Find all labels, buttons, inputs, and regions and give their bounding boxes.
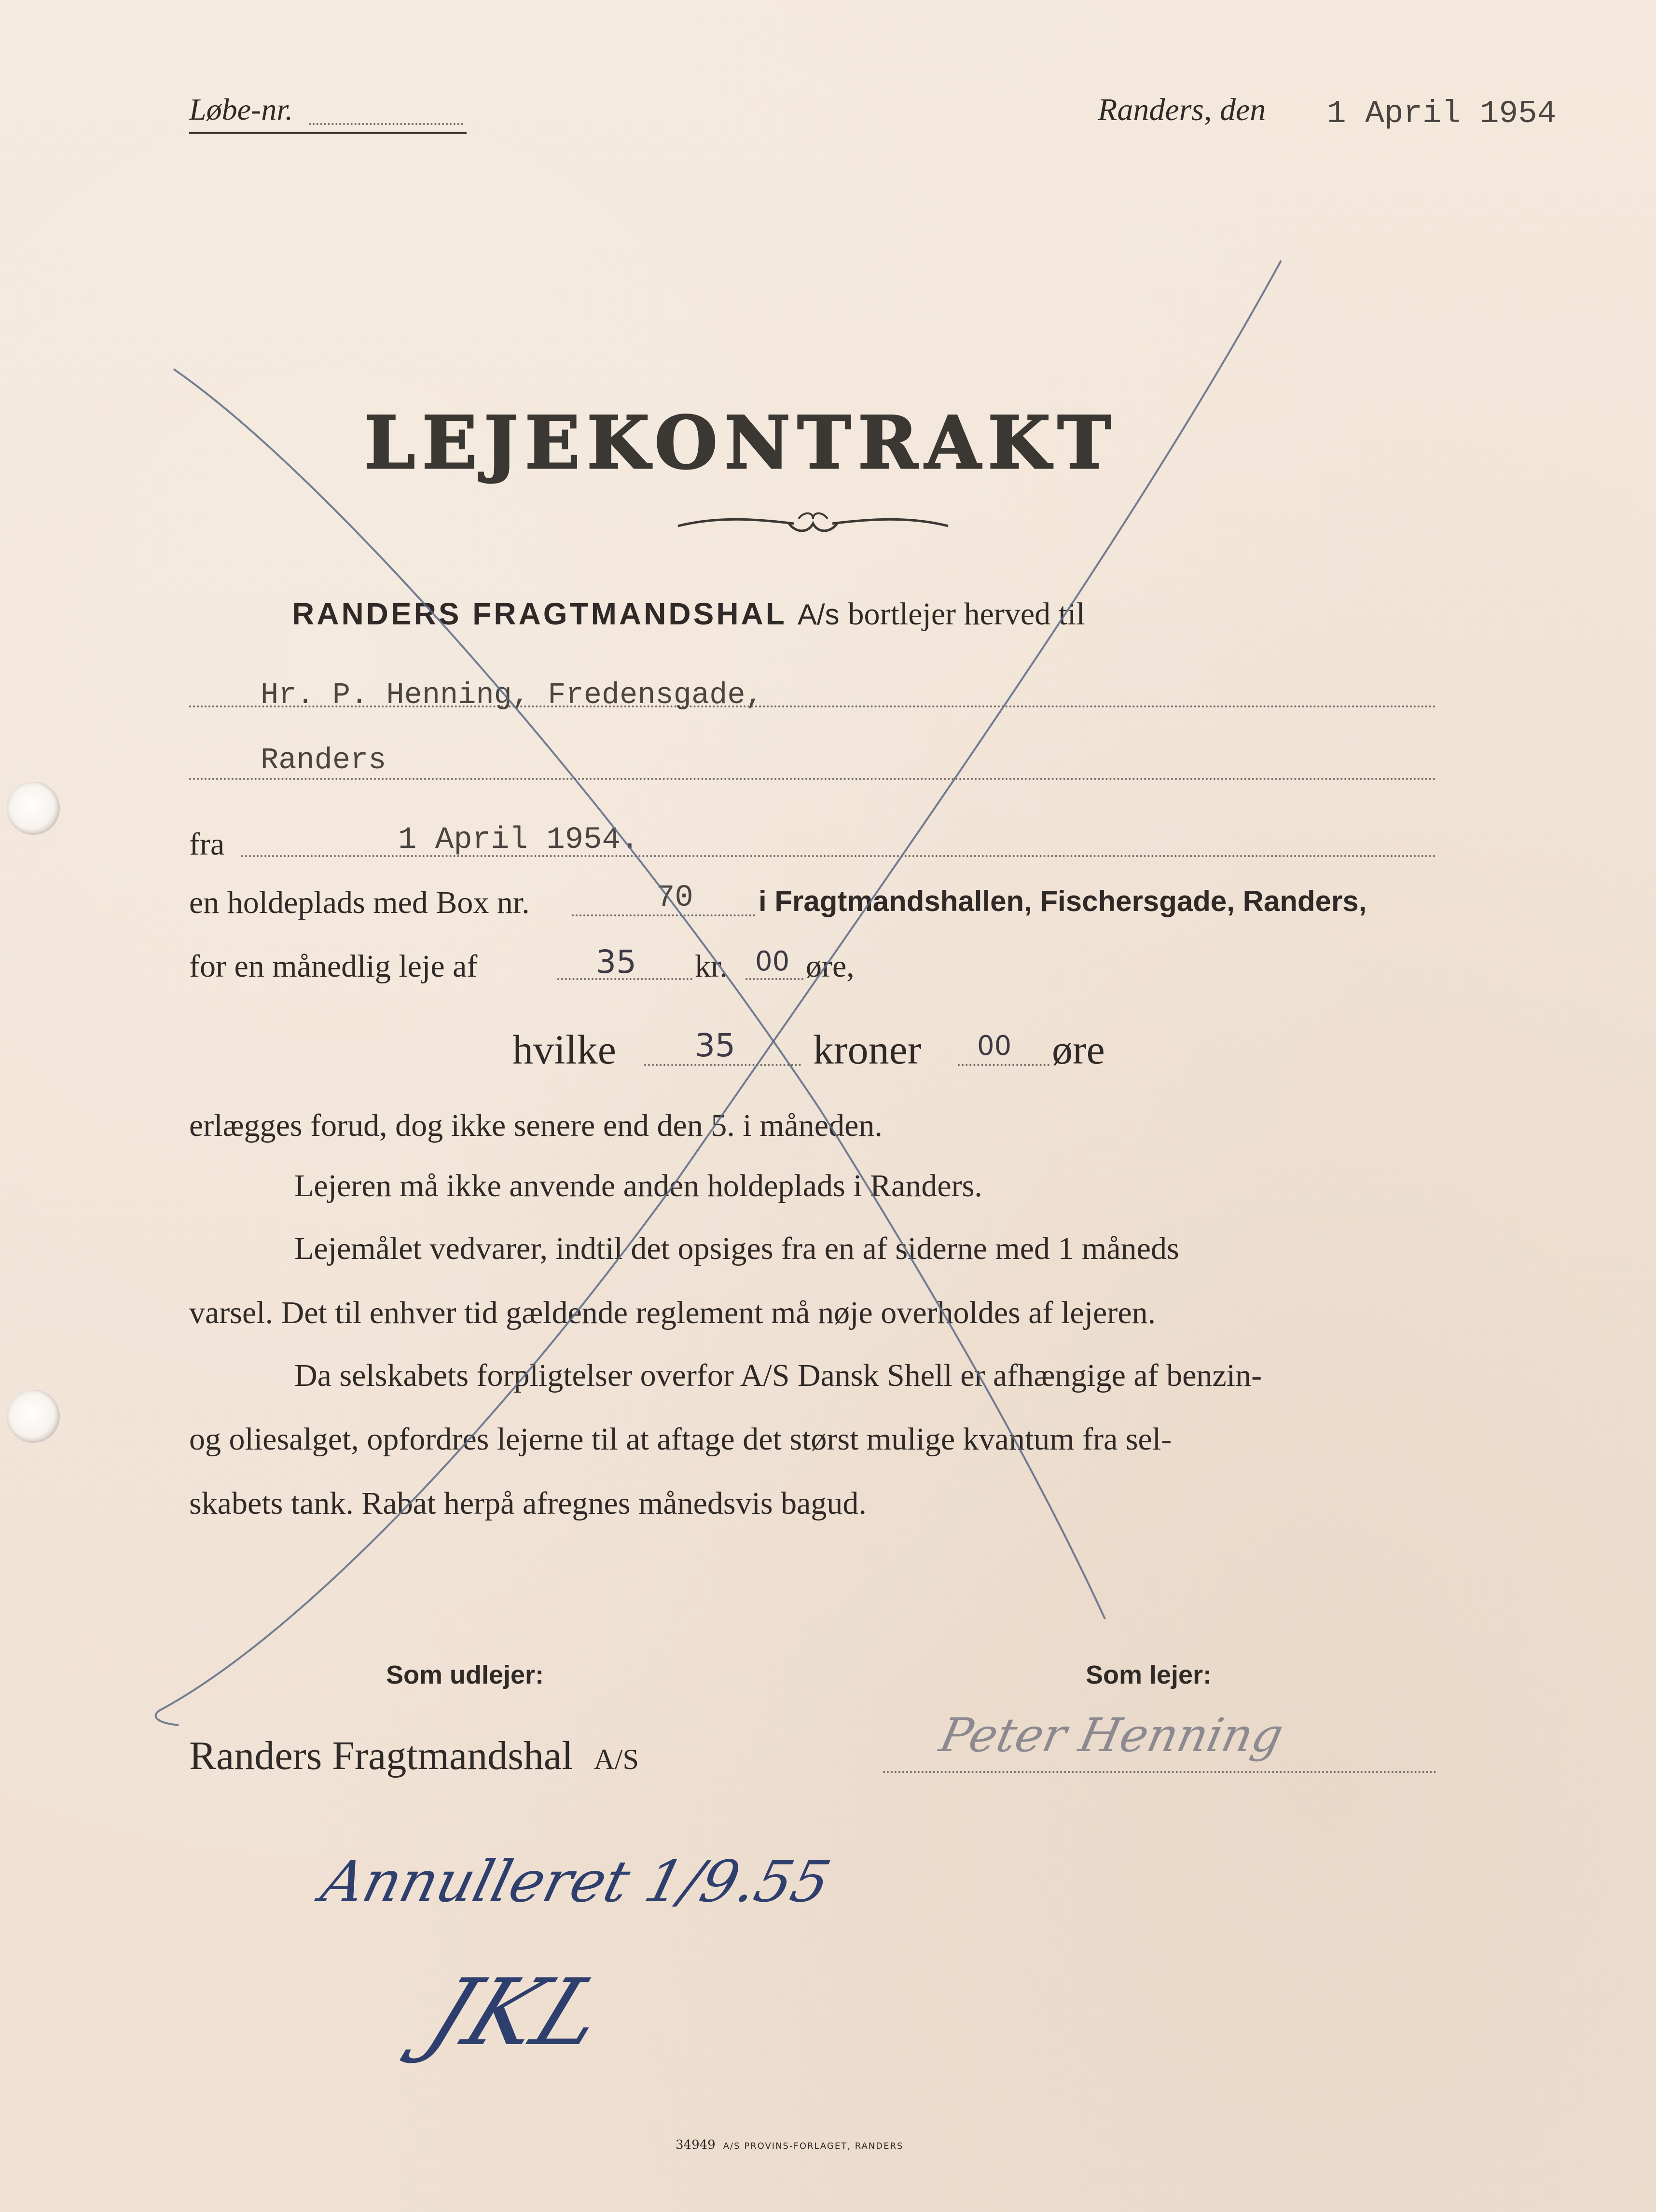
loebe-nr-label: Løbe-nr. [189,92,293,126]
paragraph-4-line-1: Da selskabets forpligtelser overfor A/S Dansk Shell er afhængige af benzin- [294,1358,1262,1393]
box-value: 70 [656,881,693,915]
hvilke-oere-value: 00 [977,1030,1012,1062]
paragraph-4-line-3: skabets tank. Rabat herpå afregnes månedsvis bagud. [189,1486,867,1521]
footer [676,2138,903,2152]
paragraph-2: Lejeren må ikke anvende anden holdeplads i Randers. [294,1168,982,1203]
initials: JKL [413,1959,622,2066]
hvilke-kroner-label: kroner [813,1026,922,1073]
hvilke-label: hvilke [512,1026,616,1073]
paragraph-1: erlægges forud, dog ikke senere end den 5. i måneden. [189,1108,883,1143]
date-value: 1 April 1954 [1327,96,1557,132]
tenant-line-2: Randers [261,743,386,777]
cancellation-note: Annulleret 1/9.55 [315,1848,837,1915]
hvilke-oere-label: øre [1052,1026,1105,1073]
document-title: LEJEKONTRAKT [364,401,1118,485]
landlord-suffix: A/S [593,1743,639,1775]
company-name: RANDERS FRAGTMANDSHAL [292,596,787,631]
tenant-label: Som lejer: [1086,1660,1212,1689]
tenant-line-1: Hr. P. Henning, Fredensgade, [261,678,763,712]
landlord-label: Som udlejer: [386,1660,544,1689]
box-label: en holdeplads med Box nr. [189,885,530,920]
rent-oere-label: øre, [806,949,855,984]
intro-rest: bortlejer herved til [848,596,1085,632]
box-location-text: i Fragtmandshallen, Fischersgade, Randers, [759,885,1367,917]
hvilke-kroner-value: 35 [695,1027,735,1064]
rent-oere-value: 00 [755,946,790,977]
paragraph-3-line-1: Lejemålet vedvarer, indtil det opsiges fra en af siderne med 1 måneds [294,1231,1179,1266]
rent-kroner-value: 35 [596,943,636,981]
landlord-name-text: Randers Fragtmandshal [189,1733,573,1778]
from-value: 1 April 1954. [398,823,639,857]
footer-publisher: A/S PROVINS-FORLAGET, RANDERS [723,2141,904,2151]
tenant-signature: Peter Henning [935,1708,1288,1762]
paragraph-3-line-2: varsel. Det til enhver tid gældende reglement må nøje overholdes af lejeren. [189,1295,1156,1330]
place-label: Randers, den [1098,92,1266,127]
paragraph-4-line-2: og oliesalget, opfordres lejerne til at aftage det størst mulige kvantum fra sel- [189,1422,1172,1457]
from-label: fra [189,827,225,862]
footer-number: 34949 [676,2138,716,2152]
rent-kr-label: kr. [695,949,728,984]
company-suffix: A/s [797,598,840,631]
rent-label: for en månedlig leje af [189,949,478,984]
